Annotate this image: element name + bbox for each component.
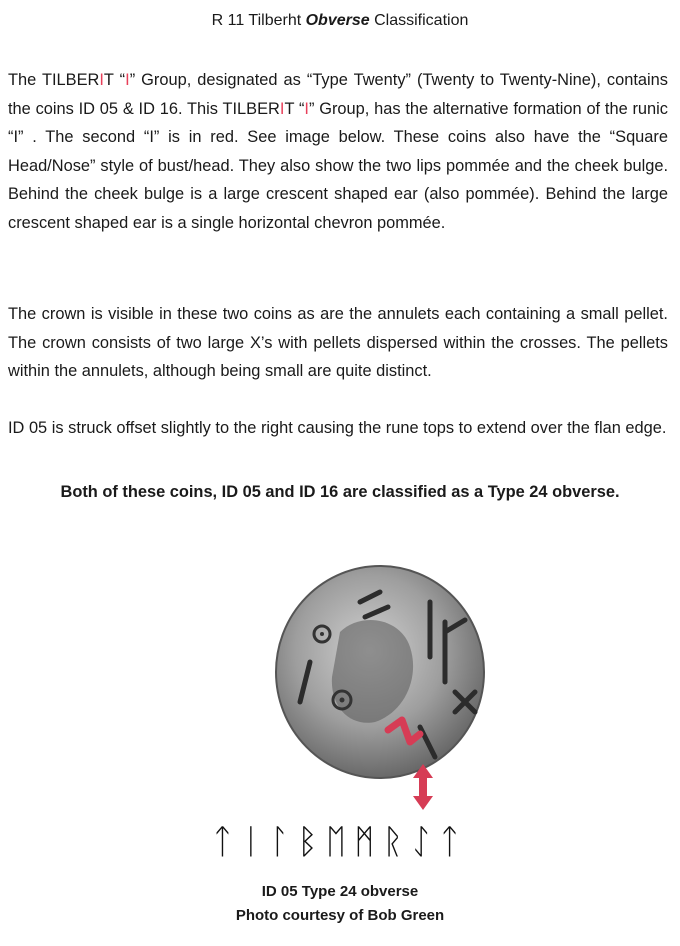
red-rune-i: I xyxy=(125,71,130,89)
title-suffix: Classification xyxy=(369,12,469,29)
coin-photo xyxy=(270,562,500,822)
red-rune-i: I xyxy=(304,99,309,118)
para1-text-4: T “ xyxy=(284,99,305,118)
title-emphasis: Obverse xyxy=(305,12,370,29)
para1-text-1: The TILBER xyxy=(8,71,100,89)
coin-pellet xyxy=(320,632,324,636)
paragraph-offset: ID 05 is struck offset slightly to the right causing the rune tops to extend over the flan edge. xyxy=(8,419,667,437)
title-prefix: R 11 Tilberht xyxy=(211,12,306,29)
coin-pellet xyxy=(340,698,345,703)
rune-inscription: ᛏᛁᛚᛒᛖᛗᚱᛇᛏ xyxy=(212,822,468,862)
red-rune-i: I xyxy=(99,71,104,89)
coin-image xyxy=(270,562,500,822)
page-title xyxy=(0,10,680,32)
caption-line-2: Photo courtesy of Bob Green xyxy=(235,907,445,924)
paragraph-type-group xyxy=(8,66,668,237)
para1-text-5: ” Group, has the alternative formation of the runic “I” . The second “I” is in red. See image below. These coins also have the “Square Head/Nose” style of bust/head. They also show the two lips pommée and the cheek bulge. Behind the cheek bulge is a large crescent shaped ear (also pommée). Behind the large crescent shaped ear is a single horizontal chevron pommée. xyxy=(8,99,669,232)
para1-text-2: T “ xyxy=(103,71,126,89)
classification-conclusion: Both of these coins, ID 05 and ID 16 are classified as a Type 24 obverse. xyxy=(60,483,620,501)
red-rune-i: I xyxy=(279,99,285,118)
paragraph-crown: The crown is visible in these two coins as are the annulets each containing a small pellet. The crown consists of two large X’s with pellets dispersed within the crosses. The pellets within the annulets, although being small are quite distinct. xyxy=(8,305,668,380)
photo-caption xyxy=(0,880,680,928)
para1-text-3: ” Group, designated as “Type Twenty” (Twenty to Twenty-Nine), contains the coins ID 05 & ID 16. This TILBER xyxy=(8,71,668,118)
caption-line-1: ID 05 Type 24 obverse xyxy=(261,883,419,900)
